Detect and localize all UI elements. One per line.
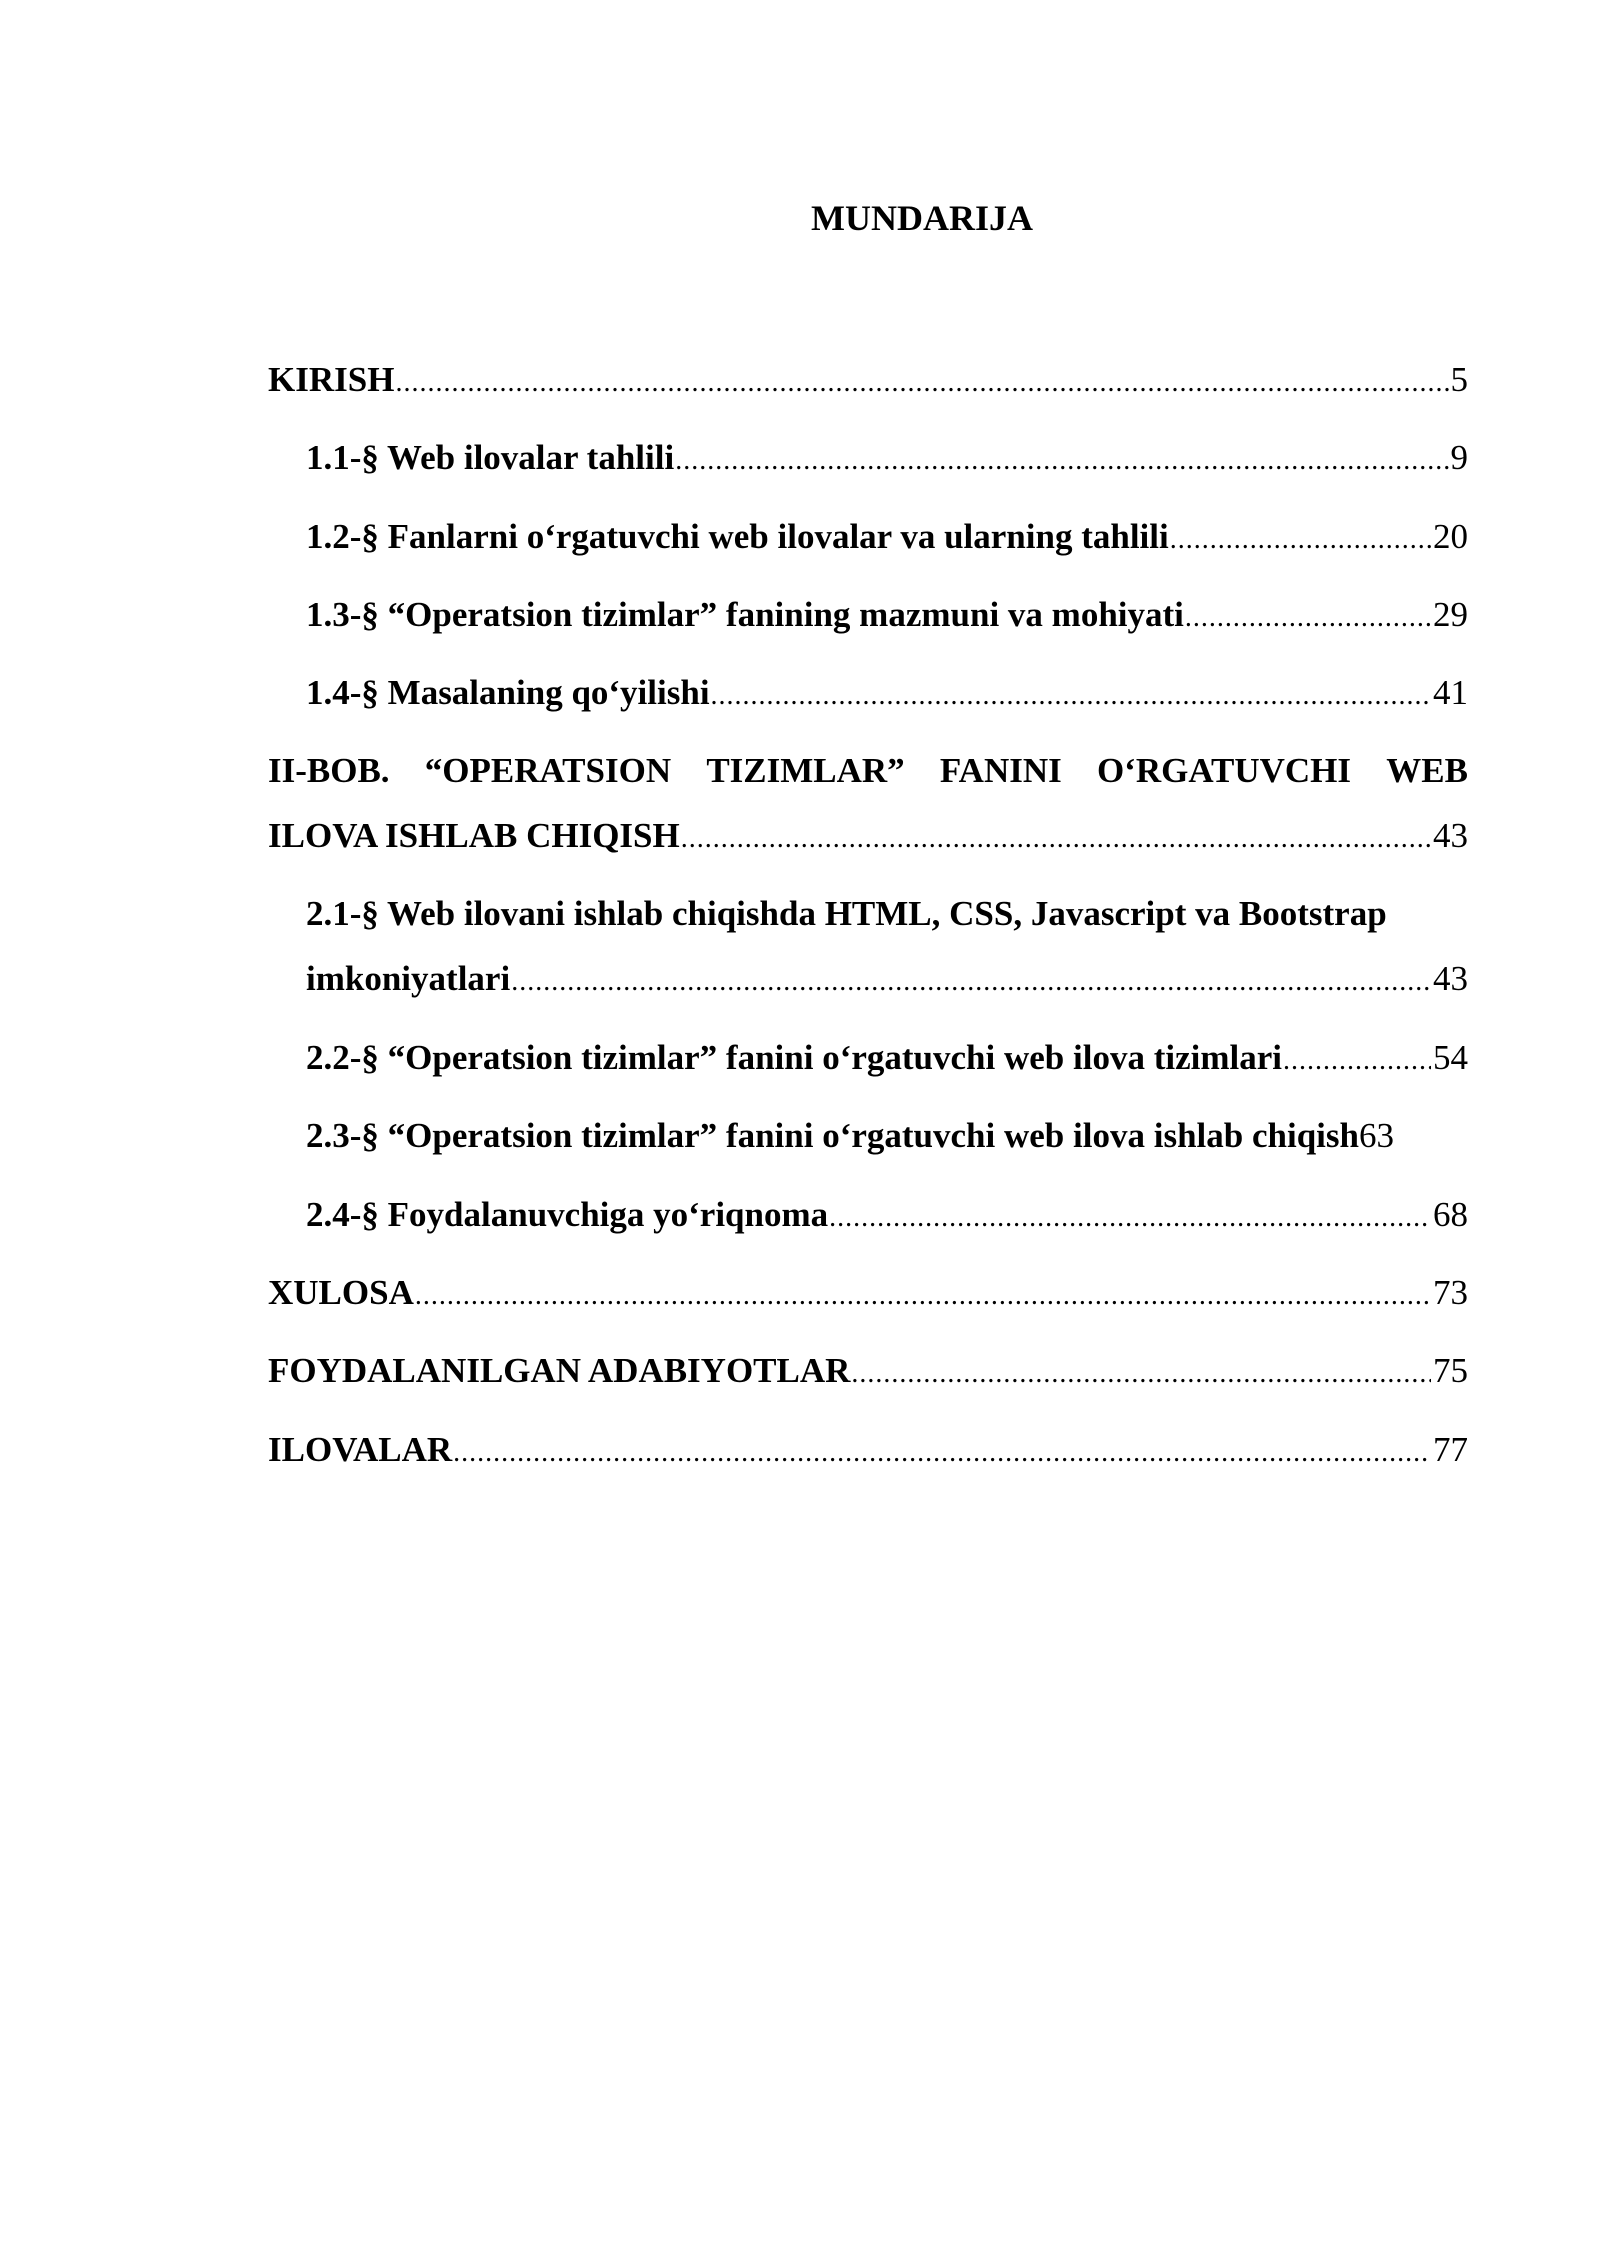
toc-entry-label: FOYDALANILGAN ADABIYOTLAR [268,1351,851,1390]
toc-entry-label: 1.2-§ Fanlarni o‘rgatuvchi web ilovalar va ularning tahlili [306,517,1169,556]
toc-entry-xulosa[interactable] [268,1271,1468,1318]
toc-entry-1-4[interactable] [306,671,1468,718]
toc-entry-label: ILOVALAR [268,1430,453,1469]
toc-word: FANINI [939,751,1062,790]
toc-page-number: 63 [1358,1116,1394,1155]
page-title: MUNDARIJA [811,198,1033,238]
toc-entry-kirish[interactable] [268,358,1468,405]
dot-leader [453,1431,1431,1475]
toc-page-number: 43 [1433,959,1468,998]
dot-leader [395,361,1448,405]
toc-entry-label: KIRISH [268,360,395,399]
toc-entry-1-1[interactable] [306,436,1468,483]
dot-leader [511,960,1431,1004]
dot-leader [1185,596,1431,640]
toc-page-number: 29 [1433,595,1468,634]
toc-entry-label-line-1: 2.1-§ Web ilovani ishlab chiqishda HTML, CSS, Javascript va Bootstrap [306,894,1387,933]
toc-word: TIZIMLAR” [706,751,905,790]
dot-leader [675,439,1448,483]
toc-entry-label: ILOVA ISHLAB CHIQISH [268,816,680,855]
toc-entry-label: 2.3-§ “Operatsion tizimlar” fanini o‘rgatuvchi web ilova ishlab chiqish [306,1116,1359,1155]
toc-word: WEB [1386,751,1468,790]
toc-word: “OPERATSION [424,751,672,790]
toc-entry-label: 1.3-§ “Operatsion tizimlar” fanining mazmuni va mohiyati [306,595,1184,634]
toc-page-number: 54 [1433,1038,1468,1077]
toc-entry-label: 1.1-§ Web ilovalar tahlili [306,438,675,477]
toc-page-number: 43 [1433,816,1468,855]
toc-word: O‘RGATUVCHI [1096,751,1352,790]
toc-entry-2-2[interactable] [306,1036,1468,1083]
toc-entry-2-3[interactable] [306,1114,1486,1158]
toc-entry-label: XULOSA [268,1273,414,1312]
dot-leader [1170,518,1431,562]
dot-leader [711,674,1431,718]
toc-page-number: 77 [1433,1430,1468,1469]
toc-entry-label-line-1 [268,749,1468,793]
toc-entry-ilovalar[interactable] [268,1428,1468,1475]
toc-page-number: 9 [1450,438,1468,477]
toc-page-number: 20 [1433,517,1468,556]
toc-page-number: 73 [1433,1273,1468,1312]
toc-entry-label: 2.2-§ “Operatsion tizimlar” fanini o‘rgatuvchi web ilova tizimlari [306,1038,1283,1077]
toc-entry-2-4[interactable] [306,1193,1468,1240]
dot-leader [851,1352,1431,1396]
toc-page-number: 5 [1450,360,1468,399]
toc-word: II-BOB. [268,751,390,790]
toc-page-number: 68 [1433,1195,1468,1234]
toc-entry-1-2[interactable] [306,515,1468,562]
toc-entry-label: imkoniyatlari [306,959,511,998]
toc-page-number: 75 [1433,1351,1468,1390]
toc-entry-1-3[interactable] [306,593,1468,640]
dot-leader [1283,1039,1431,1083]
dot-leader [681,817,1431,861]
toc-entry-2-1[interactable] [306,892,1468,1004]
toc-page-number: 41 [1433,673,1468,712]
toc-entry-label: 1.4-§ Masalaning qo‘yilishi [306,673,710,712]
toc-entry-adabiyotlar[interactable] [268,1349,1468,1396]
toc-entry-chapter-2[interactable] [268,749,1468,861]
dot-leader [415,1274,1431,1318]
toc-entry-label: 2.4-§ Foydalanuvchiga yo‘riqnoma [306,1195,829,1234]
dot-leader [829,1196,1431,1240]
